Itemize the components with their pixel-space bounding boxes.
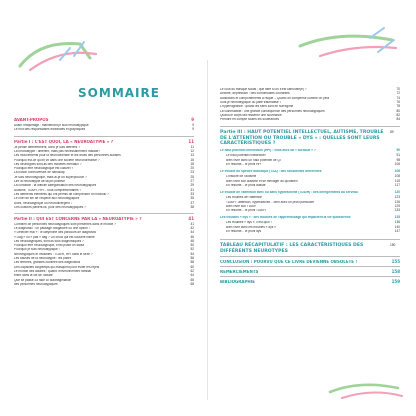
- toc-entry-title: En résumé... le profil dys: [226, 230, 262, 233]
- toc-entry-title: Les femmes, grandes oubliées des diagnostics: [14, 261, 81, 265]
- toc-entry-title: Bien vivre avec un haut potentiel de QI: [226, 158, 281, 162]
- toc-entry-title: Bien vivre avec les troubles « dys »: [226, 225, 276, 229]
- subsection-tsa[interactable]: [220, 170, 400, 174]
- section-divider: [14, 136, 194, 137]
- toc-entry[interactable]: [14, 163, 194, 167]
- toc-entry-page: 33: [190, 191, 194, 196]
- toc-entry-page: 133: [394, 208, 400, 213]
- toc-entry[interactable]: [14, 236, 194, 240]
- toc-entry-page: 23: [190, 170, 194, 175]
- toc-entry[interactable]: [226, 163, 400, 167]
- toc-entry-title: Les neurotypes sont-ils des modèles mentaux ?: [14, 162, 82, 166]
- toc-entry-page: 70: [396, 87, 400, 91]
- deco-stroke-right-pink: [320, 47, 396, 56]
- toc-entry[interactable]: [14, 270, 194, 274]
- toc-entry[interactable]: [226, 205, 400, 209]
- toc-entry-title: Bien vivre son autisme et se ménager au quotidien: [226, 179, 298, 183]
- toc-entry-page: 84: [396, 117, 400, 122]
- toc-entry[interactable]: [226, 221, 400, 225]
- toc-entry-title: entre dans la vie de l'adulte: [14, 274, 53, 278]
- toc-entry[interactable]: [14, 193, 194, 197]
- toc-entry-page: 108: [394, 169, 400, 174]
- toc-entry-page: 74: [396, 95, 400, 100]
- toc-entry-title: Partie I : C'EST QUOI, LA « NEUROATYPIE » ?: [14, 140, 114, 144]
- toc-entry[interactable]: [14, 240, 194, 244]
- toc-entry-page: 48: [190, 238, 194, 243]
- toc-entry-title: La vulnérabilité : une grande conséquence des personnes neuroatypiques: [220, 109, 325, 113]
- toc-entry-title: Pourquoi est-ce qu'on vit dans une société neuronormative ?: [14, 158, 100, 162]
- toc-entry[interactable]: [220, 118, 400, 122]
- toc-entry-title: CONCLUSION : POURVU QUE CE LIVRE DEVIENNE OBSOLÈTE !: [220, 260, 358, 264]
- toc-entry[interactable]: [220, 97, 400, 101]
- toc-entry[interactable]: [14, 180, 194, 184]
- toc-entry-title: La condition : la difficile catégorisation des neuroatypiques: [14, 184, 97, 188]
- toc-entry-page: 27: [190, 179, 194, 183]
- toc-entry[interactable]: [14, 283, 194, 287]
- toc-entry-page: 9: [192, 126, 194, 131]
- toc-entry-page: 90: [396, 148, 400, 153]
- toc-entry[interactable]: [220, 88, 400, 92]
- section-part-3-title: Partie III : HAUT POTENTIEL INTELLECTUEL, AUTISME, TROUBLE DE L'ATTENTION OU TROUBLE « DYS » : QUELLES SONT LEURS CARACTÉRISTIQUES ?: [220, 130, 384, 147]
- toc-entry-page: 42: [190, 225, 194, 230]
- toc-entry[interactable]: [226, 184, 400, 188]
- toc-entry-page: 9: [191, 117, 194, 122]
- toc-entry-page: 98: [396, 157, 400, 162]
- toc-entry[interactable]: [14, 274, 194, 278]
- section-remerciements[interactable]: [220, 270, 400, 274]
- toc-entry-page: 13: [190, 153, 194, 158]
- toc-entry[interactable]: [226, 201, 400, 205]
- toc-entry-page: 41: [190, 221, 194, 226]
- toc-entry-page: 120: [394, 190, 400, 195]
- toc-entry-title: Les différents éléments qui ont permis de comprendre un individu ?: [14, 192, 109, 196]
- toc-entry-page: 155: [391, 259, 400, 265]
- toc-entry[interactable]: [226, 209, 400, 213]
- toc-entry-title: Le monde des adultes : quand l'environnement familial: [14, 269, 91, 273]
- toc-entry-page: 50: [190, 243, 194, 248]
- toc-entry-title: L'hypervigilance : quand les sens sont en surrégime: [220, 105, 294, 109]
- section-part-3-page: 89: [390, 130, 394, 135]
- toc-entry-page: 35: [190, 196, 194, 201]
- toc-entry-page: 58: [190, 260, 194, 265]
- toc-entry-page: 68: [190, 281, 194, 286]
- toc-entry-title: BIBLIOGRAPHIE: [220, 280, 255, 284]
- toc-entry[interactable]: [14, 279, 194, 283]
- toc-entry-title: Lire la neuroatypie de façon positive: [14, 180, 66, 183]
- toc-entry-page: 60: [190, 264, 194, 269]
- toc-entry-title: Avant l'étiquetage : maintenant je suis neuroatypique: [14, 123, 89, 127]
- deco-stroke-bottom-right: [330, 385, 398, 392]
- toc-entry-title: Le trouble du spectre autistique (TSA) : des sensibilités différentes: [220, 170, 322, 174]
- page-title: SOMMAIRE: [78, 86, 160, 100]
- toc-entry[interactable]: [14, 227, 194, 231]
- toc-entry-page: 126: [394, 199, 400, 204]
- toc-entry[interactable]: [14, 257, 194, 261]
- deco-stroke-bottom-right-pink: [342, 392, 402, 398]
- toc-entry-title: Je pense différemment, donc je suis différent ?: [14, 145, 80, 149]
- subsection-dys[interactable]: [220, 216, 400, 220]
- toc-entry[interactable]: [14, 167, 194, 171]
- section-divider: [14, 213, 194, 214]
- toc-entry-title: Le trouble de l'attention avec ou sans hyperactivité (TDA/H) : des dérèglements du cerveau: [220, 191, 358, 195]
- toc-entry-title: En résumé... le profil TDA/H: [226, 209, 266, 213]
- toc-entry-page: 91: [396, 153, 400, 158]
- toc-entry-page: 106: [394, 162, 400, 166]
- toc-entry-title: TDA/H : attention, hyperactivité... bien avec un profil particulier: [226, 200, 315, 204]
- toc-entry[interactable]: [226, 230, 400, 234]
- toc-entry[interactable]: [220, 110, 400, 114]
- toc-entry-title: En résumé... le profil autiste: [226, 183, 266, 187]
- toc-entry[interactable]: [226, 159, 400, 163]
- toc-entry[interactable]: [226, 175, 400, 179]
- toc-entry-title: Anxiété, dépression : des comorbidités courantes: [220, 92, 290, 96]
- toc-entry[interactable]: [14, 124, 194, 128]
- section-tableau[interactable]: [220, 243, 386, 254]
- toc-entry-page: 136: [394, 220, 400, 225]
- toc-entry-title: Quand le corps fait ressentir une souffrance: [220, 113, 282, 117]
- toc-entry-title: Les troubles de l'attention: [226, 196, 263, 200]
- section-conclusion[interactable]: [220, 260, 400, 264]
- toc-entry-title: Addictions et comportements à risque – Quand on compense comme on peut: [220, 96, 330, 100]
- toc-entry-page: 46: [190, 234, 194, 239]
- toc-entry-page: 52: [190, 247, 194, 252]
- toc-entry[interactable]: [14, 253, 194, 257]
- toc-entry-title: Je suis neuroatypique, mais ai-je un superpouvoir ?: [14, 175, 87, 179]
- toc-entry[interactable]: [220, 105, 400, 109]
- toc-entry-title: Les troubles « dys » : des troubles de l'apprentissage qui impactent la vie quotidienne: [220, 216, 351, 220]
- toc-entry[interactable]: [220, 114, 400, 118]
- section-part-2[interactable]: [14, 217, 194, 221]
- toc-entry-page: 80: [396, 108, 400, 113]
- toc-entry-title: Combien de personnes neuroatypiques sont présentes dans le monde ?: [14, 222, 116, 226]
- toc-entry[interactable]: [14, 266, 194, 270]
- toc-entry[interactable]: [226, 196, 400, 200]
- toc-entry-title: Les causes de la neuroatypie : les pistes: [14, 257, 72, 260]
- toc-entry-page: 115: [394, 178, 400, 183]
- toc-entry-page: 31: [190, 187, 194, 192]
- section-part-1[interactable]: [14, 140, 194, 144]
- toc-entry[interactable]: [14, 128, 194, 132]
- toc-entry-page: 72: [396, 91, 400, 96]
- toc-entry-title: Les mouvements pour la neurodiversité et les droits des personnes autistes: [14, 154, 121, 158]
- toc-entry-title: Le diagnostic : un passage obligatoire ou une option ?: [14, 226, 91, 230]
- section-divider: [220, 266, 400, 267]
- toc-entry[interactable]: [14, 184, 194, 188]
- toc-entry-title: Le haut potentiel intellectuel (HPI) : vous avez dit « surdoué » ?: [220, 149, 316, 153]
- toc-entry-title: Les neuroatypiques, sont-ils tous diagnostiqués ?: [14, 239, 84, 243]
- toc-entry-page: 76: [396, 99, 400, 104]
- toc-entry-title: Le chef de file de l'espèce aux neuroatypiques: [14, 197, 80, 201]
- toc-entry-title: Bien vivre son TDA/H: [226, 204, 257, 208]
- toc-entry-title: Les troubles « dys », c'est quoi ?: [226, 221, 273, 225]
- toc-entry[interactable]: [14, 154, 194, 158]
- toc-entry-page: 117: [394, 182, 400, 187]
- toc-entry-page: 140: [394, 224, 400, 229]
- toc-entry[interactable]: [14, 248, 194, 252]
- toc-entry[interactable]: [14, 159, 194, 163]
- toc-entry[interactable]: [14, 206, 194, 210]
- toc-entry-page: 9: [192, 122, 194, 127]
- toc-entry-page: 135: [394, 215, 400, 220]
- toc-entry-page: 11: [188, 139, 194, 145]
- toc-entry-title: AVANT-PROPOS: [14, 118, 49, 122]
- toc-entry-title: Autisme, TDA/H, HPI... tous complémentaires ?: [14, 188, 82, 192]
- toc-entry-title: Alors, neuroatypique ou neurodivergent ?: [14, 201, 73, 205]
- toc-entry[interactable]: [220, 101, 400, 105]
- toc-entry[interactable]: [14, 223, 194, 227]
- toc-entry-title: Le haut potentiel intellectuel: [226, 154, 266, 158]
- toc-entry-page: 38: [190, 204, 194, 209]
- toc-entry-title: Pourquoi je suis neuroatypique ?: [14, 248, 61, 252]
- toc-entry-page: 129: [394, 203, 400, 208]
- toc-entry-page: 159: [391, 279, 400, 285]
- section-bibliographie[interactable]: [220, 280, 400, 284]
- toc-entry-page: 56: [190, 256, 194, 260]
- section-tableau-page: 150: [390, 243, 396, 248]
- toc-entry-title: Le mot des responsables éditoriales et graphiques: [14, 127, 86, 131]
- section-divider: [220, 239, 400, 240]
- section-divider: [220, 126, 400, 127]
- toc-entry-title: Prendre en compte toutes les souffrances: [220, 118, 279, 122]
- toc-entry[interactable]: [226, 180, 400, 184]
- toc-entry[interactable]: [14, 202, 194, 206]
- toc-entry-page: 147: [394, 229, 400, 233]
- toc-entry-page: 64: [190, 273, 194, 278]
- toc-entry-title: des personnes neuroatypiques: [14, 282, 58, 286]
- toc-entry-title: Pourquoi être neuroatypique, c'est plutôt un statut: [14, 244, 85, 248]
- toc-entry-page: 123: [394, 195, 400, 200]
- section-divider: [220, 276, 400, 277]
- toc-entry[interactable]: [14, 146, 194, 150]
- toc-entry-title: « Dag » ou « pas » dag ? Un choix qui est souvent intime: [14, 235, 95, 239]
- subsection-hpi[interactable]: [220, 149, 400, 153]
- subsection-tdah[interactable]: [220, 191, 400, 195]
- toc-entry-title: Le coût du masque social : que faire si on s'est camouflé(e) ?: [220, 88, 307, 91]
- toc-entry[interactable]: [14, 261, 194, 265]
- toc-entry[interactable]: [14, 150, 194, 154]
- toc-entry-page: 18: [190, 161, 194, 166]
- toc-entry-page: 16: [190, 157, 194, 162]
- section-tableau-title: TABLEAU RÉCAPITULATIF : LES CARACTÉRISTIQUES DES DIFFÉRENTS NEUROTYPES: [220, 243, 364, 254]
- toc-entry-title: La notion controversée de handicap: [14, 171, 65, 175]
- toc-entry-title: Neurotypiques et invisibles : TDA/H, HPI dans le sexe ?: [14, 252, 93, 256]
- toc-entry-page: 158: [391, 269, 400, 275]
- toc-entry[interactable]: [220, 92, 400, 96]
- toc-entry-title: Que se passe-t-il face à l'autoflagellation: [14, 278, 72, 282]
- deco-stroke-right-green: [300, 36, 392, 46]
- toc-entry-title: En résumé... le profil HPI: [226, 163, 262, 166]
- toc-entry[interactable]: [14, 189, 194, 193]
- toc-entry-page: 78: [396, 104, 400, 109]
- toc-entry-title: « Détecter mal » : le labyrinthe des parcours de diagnostic: [14, 231, 97, 235]
- section-part-3[interactable]: [220, 130, 386, 146]
- toc-entry-title: Des capacités longtemps qui masquent pour éviter les rejets: [14, 265, 100, 269]
- book-spine: [207, 60, 208, 400]
- toc-entry-page: 54: [190, 251, 194, 256]
- toc-entry-title: La neuroatypie : différent, mais pas nécessairement malade !: [14, 149, 101, 153]
- toc-entry-page: 41: [188, 216, 194, 222]
- toc-entry-page: 25: [190, 174, 194, 179]
- toc-entry-page: 20: [190, 166, 194, 171]
- toc-entry-title: Ces cultures parlent-ils, pour des neuroatypiques ?: [14, 205, 86, 209]
- toc-entry[interactable]: [14, 197, 194, 201]
- toc-entry[interactable]: [14, 171, 194, 175]
- toc-entry[interactable]: [226, 226, 400, 230]
- toc-entry[interactable]: [14, 244, 194, 248]
- toc-entry-title: REMERCIEMENTS: [220, 270, 259, 274]
- toc-entry-title: Partie II : QUI EST CONCERNÉ PAR LA « NEUROATYPIE » ?: [14, 217, 142, 221]
- toc-entry-page: 29: [190, 183, 194, 188]
- toc-entry-page: 37: [190, 200, 194, 205]
- toc-entry-page: 11: [190, 144, 194, 149]
- toc-entry-page: 44: [190, 230, 194, 235]
- toc-entry-title: L'histoire de l'autisme: [226, 175, 257, 179]
- toc-entry-page: 66: [190, 277, 194, 282]
- toc-entry[interactable]: [226, 154, 400, 158]
- toc-entry[interactable]: [14, 231, 194, 235]
- toc-entry[interactable]: [14, 176, 194, 180]
- section-divider: [220, 256, 400, 257]
- toc-entry-title: Pourquoi être neuroatypique est culturel ?: [14, 167, 74, 171]
- toc-entry-page: 62: [190, 268, 194, 273]
- section-avant-propos[interactable]: [14, 118, 194, 122]
- toc-entry-title: Suis-je neuroatypique ou juste traumatisé ?: [220, 100, 282, 104]
- toc-entry-page: 12: [190, 148, 194, 153]
- toc-entry-page: 82: [396, 112, 400, 117]
- toc-entry-page: 108: [394, 174, 400, 179]
